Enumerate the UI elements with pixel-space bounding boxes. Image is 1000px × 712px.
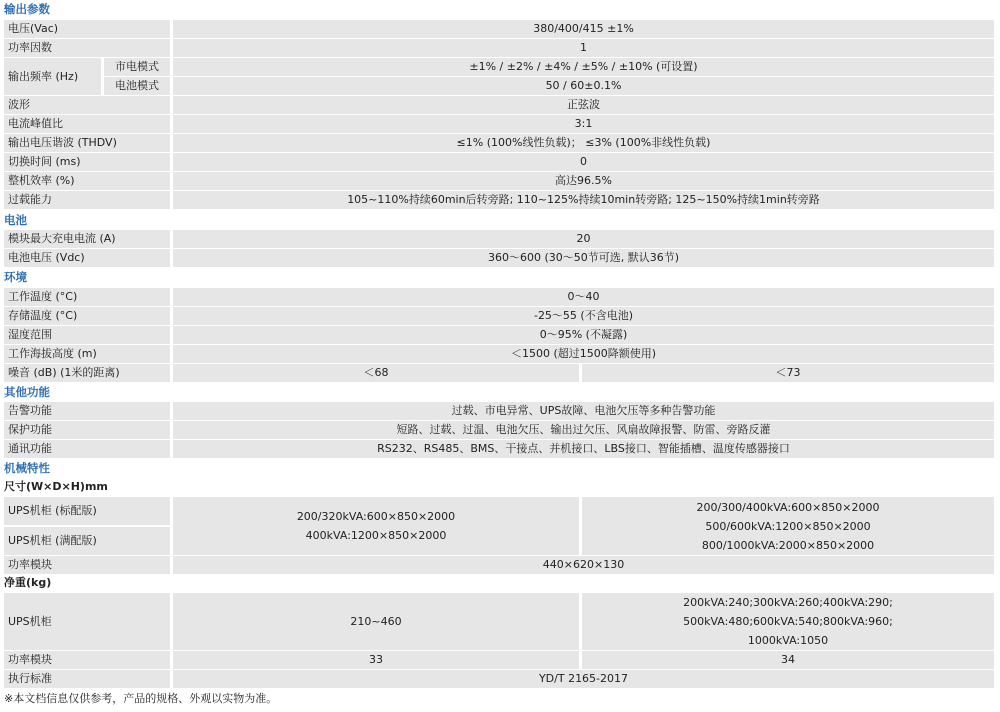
footnote: ※本文档信息仅供参考，产品的规格、外观以实物为准。	[4, 692, 278, 705]
weight-subtitle: 净重(kg)	[4, 576, 52, 589]
cabinet-weight-full-line: 500kVA:480;600kVA:540;800kVA:960;	[683, 615, 893, 628]
output-voltage-value: 380/400/415 ±1%	[173, 20, 994, 38]
cabinet-size-std-line: 400kVA:1200×850×2000	[305, 529, 447, 542]
cabinet-size-std	[173, 497, 579, 555]
section-other-title: 其他功能	[4, 385, 50, 399]
alarm-value: 过载、市电异常、UPS故障、电池欠压等多种告警功能	[173, 402, 994, 420]
module-weight-full: 34	[582, 651, 994, 669]
thdv-label: 输出电压谐波 (THDV)	[4, 134, 170, 152]
communication-label: 通讯功能	[4, 440, 170, 458]
cabinet-weight-full-line: 200kVA:240;300kVA:260;400kVA:290;	[683, 596, 893, 609]
power-factor-label: 功率因数	[4, 39, 170, 57]
altitude-label: 工作海拔高度 (m)	[4, 345, 170, 363]
thdv-value: ≤1% (100%线性负载)； ≤3% (100%非线性负载)	[173, 134, 994, 152]
cabinet-weight-label: UPS机柜	[4, 593, 170, 650]
protection-value: 短路、过载、过温、电池欠压、输出过欠压、风扇故障报警、防雷、旁路反灌	[173, 421, 994, 439]
noise-value-full: ＜73	[582, 364, 994, 382]
alarm-label: 告警功能	[4, 402, 170, 420]
communication-value: RS232、RS485、BMS、干接点、并机接口、LBS接口、智能插槽、温度传感器接口	[173, 440, 994, 458]
section-environment-title: 环境	[4, 270, 27, 284]
frequency-battery-mode-label: 电池模式	[104, 77, 170, 95]
noise-value-std: ＜68	[173, 364, 579, 382]
section-battery-title: 电池	[4, 213, 27, 227]
storage-temp-value: -25～55 (不含电池)	[173, 307, 994, 325]
module-size-value: 440×620×130	[173, 556, 994, 574]
humidity-label: 湿度范围	[4, 326, 170, 344]
cabinet-standard-label: UPS机柜 (标配版)	[4, 497, 170, 525]
cabinet-size-full-line: 800/1000kVA:2000×850×2000	[701, 538, 875, 552]
output-voltage-label: 电压(Vac)	[4, 20, 170, 38]
cabinet-weight-full	[582, 593, 994, 650]
frequency-mains-mode-value: ±1% / ±2% / ±4% / ±5% / ±10% (可设置)	[173, 58, 994, 76]
output-frequency-label: 输出频率 (Hz)	[4, 58, 101, 95]
efficiency-value: 高达96.5%	[173, 172, 994, 190]
power-factor-value: 1	[173, 39, 994, 57]
module-size-label: 功率模块	[4, 556, 170, 574]
cabinet-full-label: UPS机柜 (满配版)	[4, 527, 170, 555]
operating-temp-value: 0～40	[173, 288, 994, 306]
crest-factor-label: 电流峰值比	[4, 115, 170, 133]
section-mechanical-title: 机械特性	[4, 461, 50, 475]
charge-current-value: 20	[173, 230, 994, 248]
waveform-label: 波形	[4, 96, 170, 114]
overload-label: 过载能力	[4, 191, 170, 209]
cabinet-weight-std-value: 210~460	[350, 615, 402, 628]
section-output-title: 输出参数	[4, 2, 50, 16]
battery-voltage-label: 电池电压 (Vdc)	[4, 249, 170, 267]
frequency-battery-mode-value: 50 / 60±0.1%	[173, 77, 994, 95]
cabinet-size-std-line: 200/320kVA:600×850×2000	[296, 510, 456, 523]
cabinet-size-full-line: 200/300/400kVA:600×850×2000	[696, 500, 880, 514]
overload-value: 105~110%持续60min后转旁路; 110~125%持续10min转旁路; 125~150%持续1min转旁路	[173, 191, 994, 209]
cabinet-size-full	[582, 497, 994, 555]
standard-value: YD/T 2165-2017	[173, 670, 994, 688]
waveform-value: 正弦波	[173, 96, 994, 114]
charge-current-label: 模块最大充电电流 (A)	[4, 230, 170, 248]
storage-temp-label: 存储温度 (°C)	[4, 307, 170, 325]
module-weight-label: 功率模块	[4, 651, 170, 669]
standard-label: 执行标准	[4, 670, 170, 688]
efficiency-label: 整机效率 (%)	[4, 172, 170, 190]
transfer-time-label: 切换时间 (ms)	[4, 153, 170, 171]
noise-label: 噪音 (dB) (1米的距离)	[4, 364, 170, 382]
cabinet-size-full-line: 500/600kVA:1200×850×2000	[705, 519, 871, 533]
humidity-value: 0～95% (不凝露)	[173, 326, 994, 344]
operating-temp-label: 工作温度 (°C)	[4, 288, 170, 306]
cabinet-weight-full-line: 1000kVA:1050	[747, 634, 829, 647]
crest-factor-value: 3:1	[173, 115, 994, 133]
size-subtitle: 尺寸(W×D×H)mm	[4, 480, 108, 493]
protection-label: 保护功能	[4, 421, 170, 439]
altitude-value: ＜1500 (超过1500降额使用)	[173, 345, 994, 363]
battery-voltage-value: 360～600 (30～50节可选, 默认36节)	[173, 249, 994, 267]
frequency-mains-mode-label: 市电模式	[104, 58, 170, 76]
transfer-time-value: 0	[173, 153, 994, 171]
module-weight-std: 33	[173, 651, 579, 669]
cabinet-weight-std	[173, 593, 579, 650]
